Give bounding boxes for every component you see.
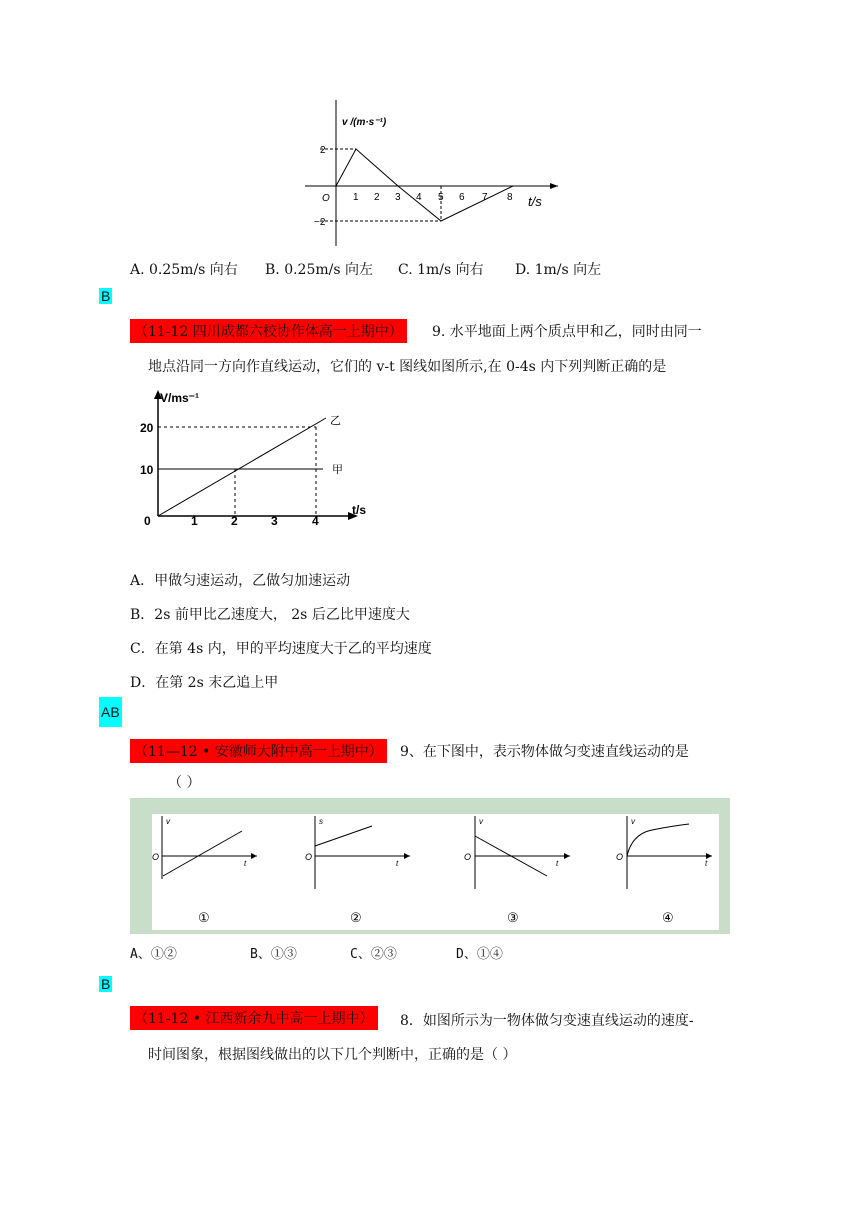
option-d: D、①④ (456, 947, 503, 962)
svg-text:v: v (631, 817, 635, 826)
graph2-y-label: V/ms⁻¹ (160, 391, 200, 405)
graph-4 (616, 816, 712, 925)
vt-graph-2 (138, 388, 378, 533)
four-graphs (152, 814, 719, 930)
option-a: A、①② (130, 947, 177, 962)
graph-2 (305, 816, 410, 925)
graph-caption: ① (198, 910, 210, 925)
svg-text:O: O (152, 852, 160, 862)
graph-1 (152, 816, 257, 925)
series-yi-line (158, 418, 326, 516)
question-stem: 8．如图所示为一物体做匀变速直线运动的速度- (400, 1013, 694, 1029)
option-b: B. 0.25m/s 向左 (265, 262, 373, 278)
question-stem-cont: 时间图象，根据图线做出的以下几个判断中，正确的是（ ） (148, 1047, 517, 1063)
graph2-ytick-10: 10 (140, 463, 154, 477)
answer-label: AB (99, 697, 122, 727)
graph2-xtick: 3 (271, 514, 278, 528)
graph1-ytick-neg2: −2 (314, 217, 326, 228)
svg-text:v: v (479, 817, 483, 826)
vt-graph-1 (300, 100, 570, 250)
svg-text:t: t (244, 859, 247, 868)
svg-text:O: O (305, 852, 313, 862)
question-stem: 9、在下图中，表示物体做匀变速直线运动的是 (400, 744, 689, 760)
answer-label: B (101, 976, 111, 992)
graphs-pane (152, 814, 719, 930)
svg-text:v: v (166, 817, 170, 826)
graph1-xtick: 2 (374, 192, 380, 203)
option-c: C、②③ (350, 947, 397, 962)
graph1-xtick: 3 (395, 192, 401, 203)
svg-text:s: s (319, 817, 323, 826)
graph1-xtick: 5 (438, 192, 444, 203)
graph-caption: ④ (662, 910, 674, 925)
option-c: C. 1m/s 向右 (398, 262, 484, 278)
graph1-line (336, 149, 513, 221)
source-tag: （11-12 • 江西新余九中高一上期中） (130, 1006, 378, 1030)
option-b: B、①③ (250, 947, 297, 962)
option-b: B．2s 前甲比乙速度大， 2s 后乙比甲速度大 (130, 607, 410, 623)
graph2-xtick: 2 (231, 514, 238, 528)
graph1-xtick: 7 (482, 192, 488, 203)
graph1-x-label: t/s (528, 194, 542, 209)
graph-3 (464, 816, 570, 925)
graph2-xtick: 1 (191, 514, 198, 528)
graph1-xtick: 8 (507, 192, 513, 203)
graph1-xtick: 1 (353, 192, 359, 203)
svg-text:O: O (616, 852, 624, 862)
graph1-xtick: 4 (416, 192, 422, 203)
option-d: D．在第 2s 末乙追上甲 (130, 675, 279, 691)
svg-text:t: t (396, 859, 399, 868)
answer-label: B (101, 288, 111, 304)
graph2-xtick: 0 (144, 514, 151, 528)
graph2-x-label: t/s (352, 503, 367, 517)
option-a: A．甲做匀速运动，乙做匀加速运动 (130, 573, 351, 589)
series-label-jia: 甲 (332, 464, 343, 476)
question-stem: 9. 水平地面上两个质点甲和乙，同时由同一 (432, 324, 702, 340)
graph1-origin: O (322, 193, 330, 204)
svg-text:t: t (705, 859, 708, 868)
source-tag: （11—12 • 安徽师大附中高一上期中） (130, 739, 387, 763)
four-graphs-panel (130, 798, 730, 934)
graph1-xtick: 6 (459, 192, 465, 203)
option-d: D. 1m/s 向左 (515, 262, 602, 278)
graph1-ytick-2: 2 (320, 145, 326, 156)
graph2-xtick: 4 (312, 514, 319, 528)
option-a: A. 0.25m/s 向右 (130, 262, 238, 278)
svg-text:t: t (556, 859, 559, 868)
graph2-ytick-20: 20 (140, 421, 154, 435)
svg-text:O: O (464, 852, 472, 862)
graph-caption: ② (350, 910, 362, 925)
option-c: C．在第 4s 内，甲的平均速度大于乙的平均速度 (130, 641, 432, 657)
answer-paren: （ ） (168, 775, 201, 791)
graph1-y-label: v /(m·s⁻¹) (342, 117, 387, 128)
graph-caption: ③ (507, 910, 519, 925)
source-tag: （11-12 四川成都六校协作体高一上期中） (130, 319, 407, 343)
question-stem-cont: 地点沿同一方向作直线运动，它们的 v-t 图线如图所示,在 0-4s 内下列判断正确的是 (148, 359, 667, 375)
series-label-yi: 乙 (330, 415, 341, 427)
